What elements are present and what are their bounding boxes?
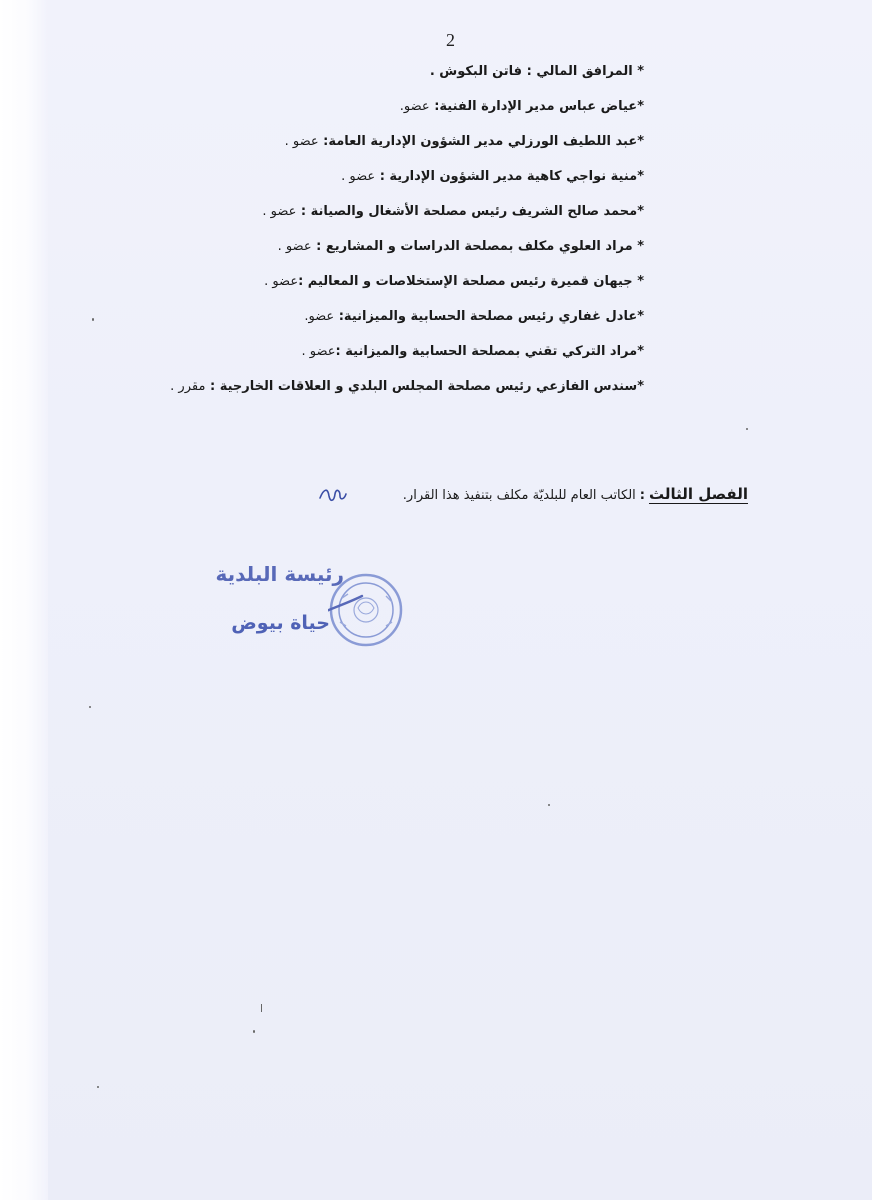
member-name: *عبد اللطيف الورزلي مدير الشؤون الإدارية العامة: [323,134,644,149]
member-role: عضو . [277,239,312,254]
article-text: الكاتب العام للبلديّة مكلف بتنفيذ هذا القرار. [402,488,636,503]
stamp-title: رئيسة البلدية [215,562,344,586]
scan-speck [97,1086,99,1088]
scan-speck [253,1030,255,1033]
member-line [84,264,644,299]
member-line [84,299,644,334]
scan-edge [0,0,48,1200]
member-line [84,229,644,264]
scan-speck [261,1004,262,1012]
member-name: المرافق المالي [536,64,633,79]
official-seal-icon [328,572,404,648]
member-name: *محمد صالح الشريف رئيس مصلحة الأشغال والصيانة : [300,204,644,219]
article-three [403,480,748,510]
member-name: * مراد العلوي مكلف بمصلحة الدراسات و المشاريع : [316,239,644,254]
member-name: *سندس الفازعي رئيس مصلحة المجلس البلدي و العلاقات الخارجية : [209,379,644,394]
member-line [84,334,644,369]
paraph-initials [318,484,348,506]
member-role: عضو. [304,309,335,324]
member-line [84,369,644,404]
member-name: *منية نواجي كاهية مدير الشؤون الإدارية : [379,169,644,184]
member-line: * المرافق المالي : فاتن البكوش . [429,64,644,79]
member-name: *مراد التركي تقني بمصلحة الحسابية والميزانية : [335,344,644,359]
member-role: مقرر . [170,379,206,394]
member-role: عضو . [341,169,376,184]
page-number: 2 [446,30,455,50]
member-role: عضو . [264,274,299,289]
scan-speck [89,706,91,708]
member-role: فاتن البكوش . [429,64,523,79]
member-role: عضو . [284,134,319,149]
member-line [84,159,644,194]
bullet-star: * [632,64,644,79]
member-role: عضو. [399,99,430,114]
stamp-name: حياة بيوض [231,612,330,634]
member-name: *عادل غفاري رئيس مصلحة الحسابية والميزانية: [338,309,644,324]
member-line [84,124,644,159]
member-line [84,194,644,229]
member-role: عضو . [262,204,297,219]
article-title: الفصل الثالث [648,485,748,503]
member-list [84,54,644,404]
article-colon: : [639,488,645,503]
scan-speck [746,428,748,430]
scan-speck [92,318,94,321]
member-line [84,89,644,124]
member-name: * جيهان قميرة رئيس مصلحة الإستخلاصات و المعاليم : [298,274,644,289]
member-name: *عياض عباس مدير الإدارة الفنية: [434,99,644,114]
scan-speck [548,804,550,806]
member-role: عضو . [301,344,336,359]
